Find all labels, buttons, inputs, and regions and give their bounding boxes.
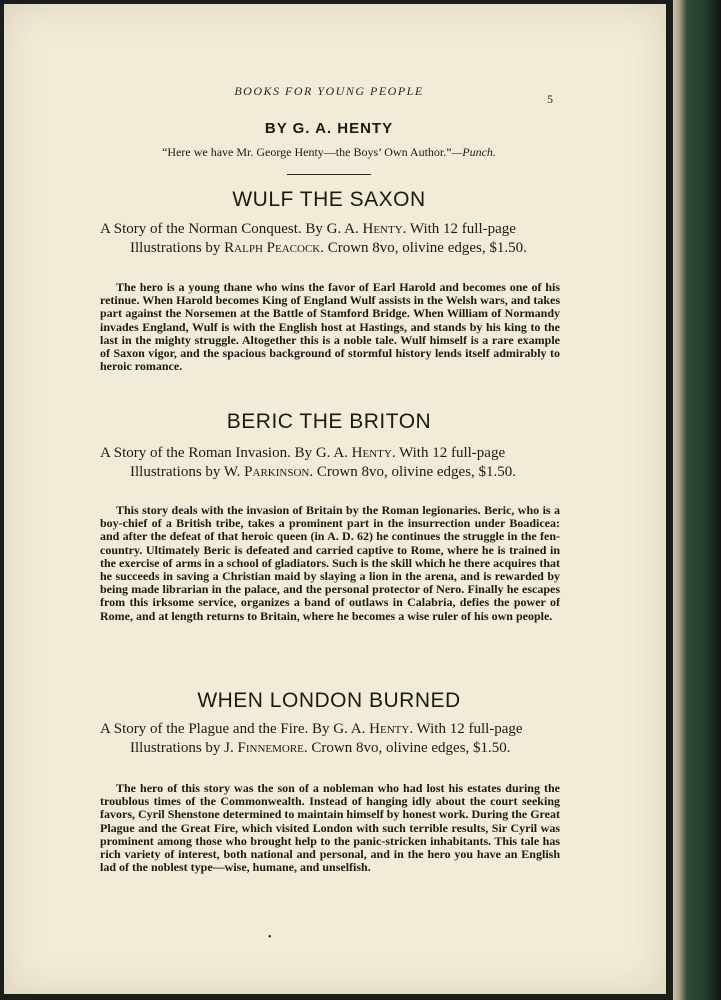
book-spine <box>673 0 721 1000</box>
summary-text: . With 12 full-page Illustrations by <box>130 221 516 256</box>
author-quote <box>4 145 654 160</box>
book-page <box>4 4 666 994</box>
page-mark: • <box>268 932 272 943</box>
divider-rule <box>287 174 371 175</box>
summary-text: . Crown 8vo, olivine edges, $1.50. <box>303 740 511 756</box>
summary-text: . Crown 8vo, olivine edges, $1.50. <box>320 240 527 256</box>
quote-text: “Here we have Mr. George Henty—the Boys’ Own Author.” <box>162 145 452 159</box>
summary-author: Henty <box>369 721 410 737</box>
book-title: BERIC THE BRITON <box>226 410 432 433</box>
summary-author: Henty <box>362 221 403 237</box>
book-description: The hero is a young thane who wins the favor of Earl Harold and becomes one of his retinue. When Harold becomes King of England Wulf assists in the Welsh wars, and takes part against the Norsemen at the Battle of Stamford Bridge. When William of Normandy invades England, Wulf is with the English host at Hastings, and stands by his king to the last in the mighty struggle. Altogether this is a noble tale. Wulf himself is a rare example of Saxon vigor, and the spacious background of stormful history lends itself admirably to heroic romance. <box>100 280 560 374</box>
summary-illustrator: Ralph Peacock <box>224 240 321 256</box>
book-summary <box>100 444 560 482</box>
summary-illustrator: Finnemore <box>237 740 304 756</box>
running-title: BOOKS FOR YOUNG PEOPLE <box>234 84 424 98</box>
author-byline: BY G. A. HENTY <box>264 120 394 137</box>
book-summary <box>100 720 560 758</box>
book-title: WHEN LONDON BURNED <box>197 689 461 712</box>
book-title: WULF THE SAXON <box>232 188 426 211</box>
summary-author: Henty <box>351 445 392 461</box>
summary-text: A Story of the Norman Conquest. By G. A. <box>100 221 363 237</box>
summary-text: . With 12 full-page Illustrations by J. <box>130 721 523 756</box>
book-description: This story deals with the invasion of Britain by the Roman legionaries. Beric, who is a boy-chief of a British tribe, takes a prominent part in the insurrection under Boadicea: and after the defeat of that heroic queen (in A. D. 62) he continues the struggle in the fen-country. Ultimately Beric is defeated and carried captive to Rome, where he is trained in the exercise of arms in a school of gladiators. Such is the skill which he there acquires that he succeeds in saving a Christian maid by slaying a lion in the arena, and is rewarded by being made librarian in the palace, and the personal protector of Nero. Finally he escapes from this irksome service, organizes a band of outlaws in Calabria, defies the power of Rome, and at length returns to Britain, where he becomes a wise ruler of his own people. <box>100 503 560 623</box>
summary-text: A Story of the Plague and the Fire. By G. A. <box>100 721 370 737</box>
summary-illustrator: Parkinson <box>244 464 310 480</box>
summary-text: . Crown 8vo, olivine edges, $1.50. <box>309 464 517 480</box>
summary-text: . With 12 full-page Illustrations by W. <box>130 445 506 480</box>
book-summary <box>100 220 560 258</box>
page-number: 5 <box>547 92 553 106</box>
quote-source: —Punch. <box>451 145 496 159</box>
book-description: The hero of this story was the son of a nobleman who had lost his estates during the troublous times of the Commonwealth. Instead of hanging idly about the court seeking favors, Cyril Shenstone determined to maintain himself by honest work. During the Great Plague and the Great Fire, which visited London with such terrible results, Sir Cyril was prominent among those who brought help to the panic-stricken inhabitants. This tale has rich variety of interest, both national and personal, and in the hero you have an English lad of the noblest type—wise, humane, and unselfish. <box>100 781 560 875</box>
summary-text: A Story of the Roman Invasion. By G. A. <box>100 445 352 461</box>
